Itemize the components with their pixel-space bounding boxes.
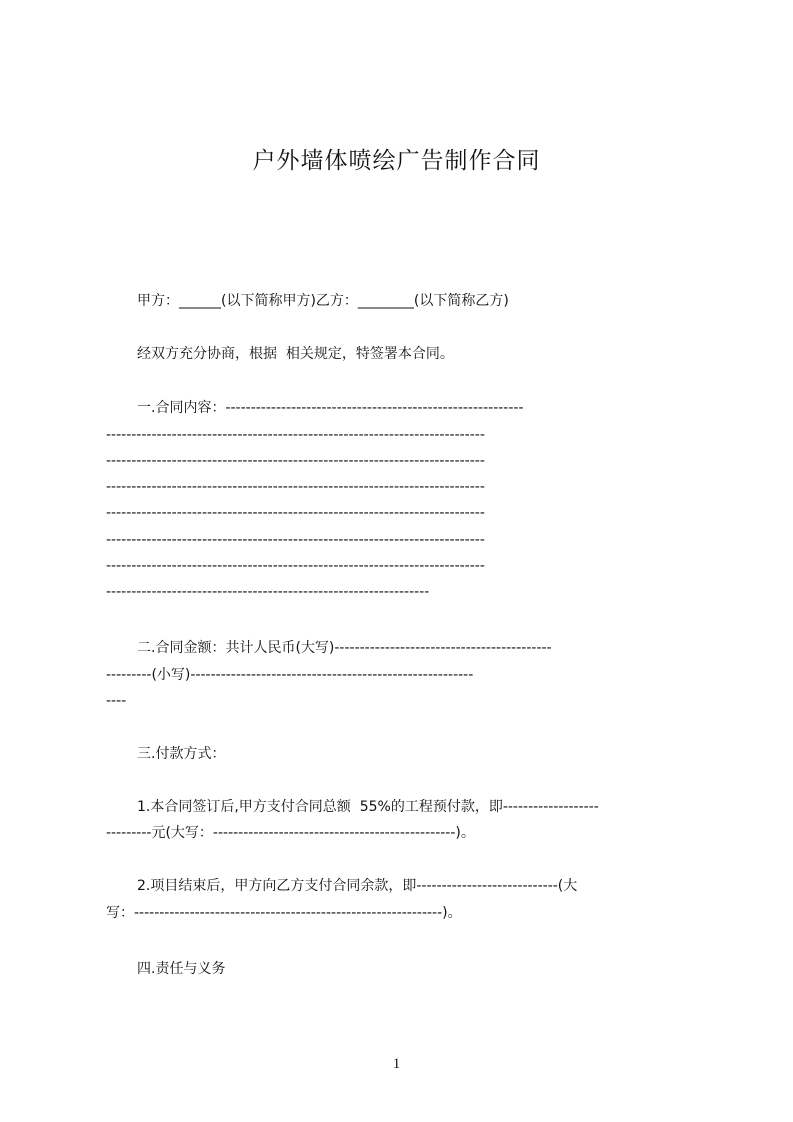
payment-1-line: 1.本合同签订后,甲方支付合同总额 55%的工程预付款，即------------------- (137, 799, 599, 815)
parties-line: 甲方：______(以下简称甲方)乙方：________(以下简称乙方) (137, 293, 509, 309)
section-2-line: ---- (106, 693, 127, 709)
section-4-heading: 四.责任与义务 (137, 961, 226, 977)
payment-2-line: 2.项目结束后，甲方向乙方支付合同余款，即----------------------------(大 (137, 878, 578, 894)
section-1-line: --------------------------------------------------------------------------- (106, 427, 485, 443)
section-1-line: --------------------------------------------------------------------------- (106, 558, 485, 574)
section-3-heading: 三.付款方式： (137, 746, 226, 762)
preamble-line: 经双方充分协商，根据 相关规定，特签署本合同。 (137, 346, 454, 362)
page-number: 1 (392, 1056, 401, 1072)
section-1-line: --------------------------------------------------------------------------- (106, 453, 485, 469)
section-1-line: --------------------------------------------------------------------------- (106, 532, 485, 548)
payment-2-line: 写：-------------------------------------------------------------)。 (106, 905, 462, 921)
document-title: 户外墙体喷绘广告制作合同 (252, 148, 541, 174)
payment-1-line: ---------元(大写：------------------------------------------------)。 (106, 825, 475, 841)
section-1-line: ---------------------------------------------------------------- (106, 584, 430, 600)
section-1-line: --------------------------------------------------------------------------- (106, 505, 485, 521)
section-2-line: 二.合同金额：共计人民币(大写)------------------------------------------- (137, 640, 552, 656)
section-1-line: --------------------------------------------------------------------------- (106, 479, 485, 495)
section-1-line: 一.合同内容：----------------------------------------------------------- (137, 400, 524, 416)
section-2-line: ---------(小写)-------------------------------------------------------- (106, 667, 474, 683)
